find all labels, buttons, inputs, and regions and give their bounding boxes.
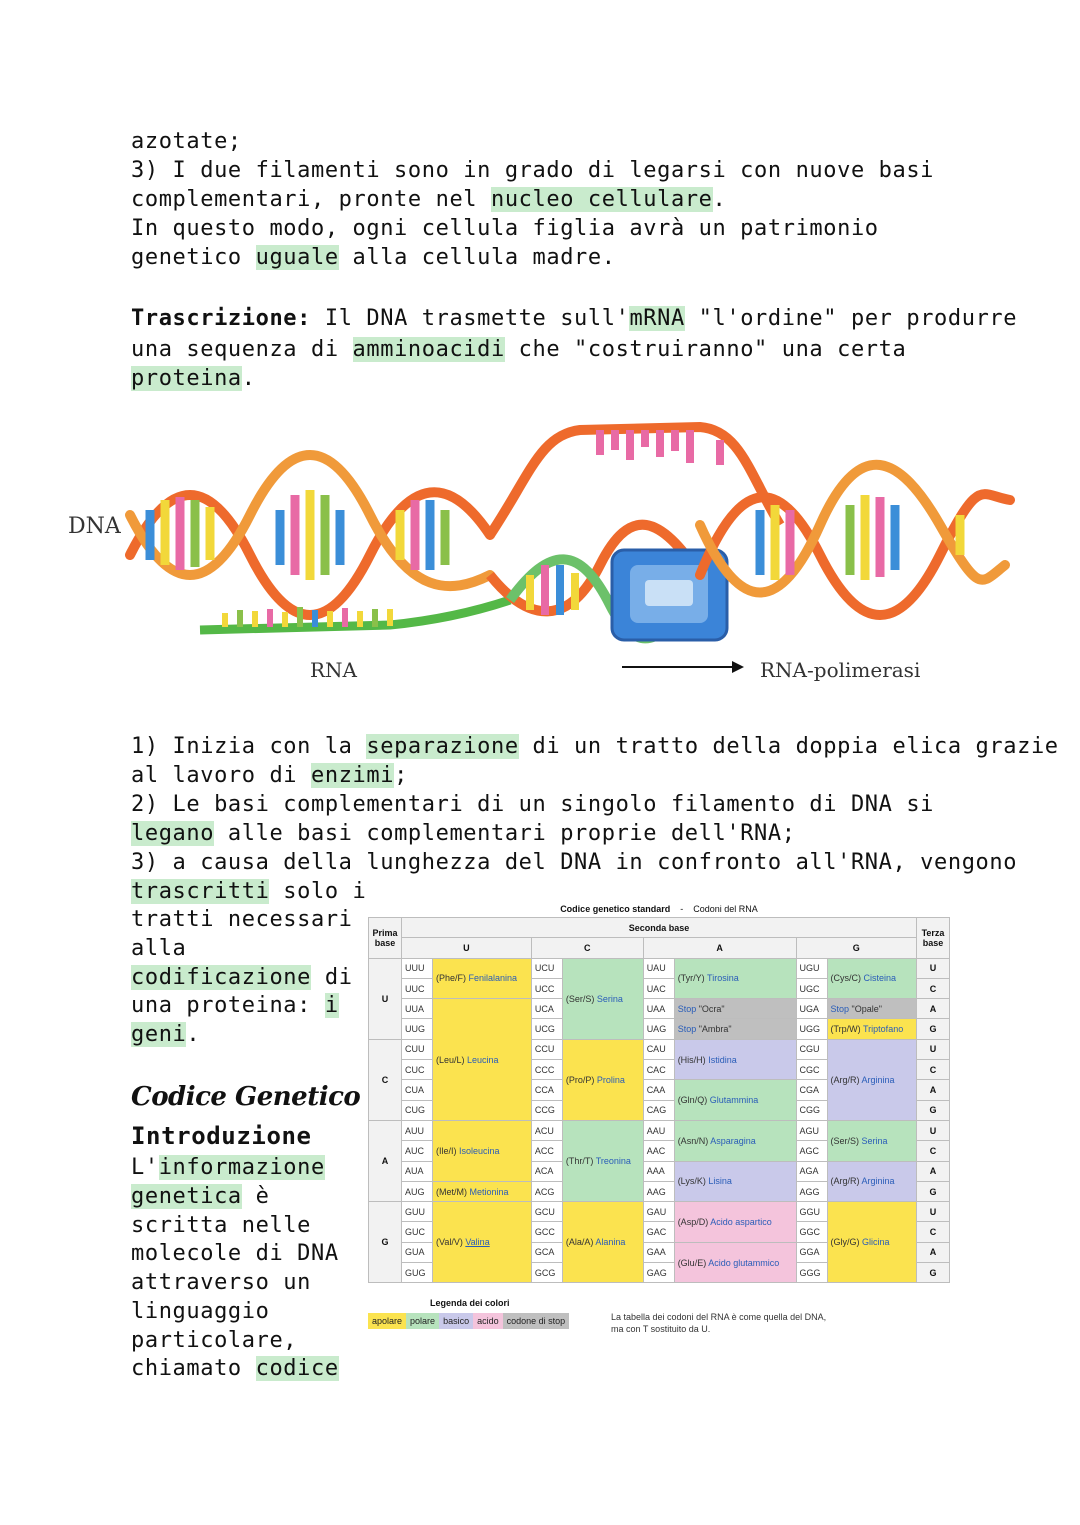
text-segment: Codoni del RNA — [693, 904, 758, 914]
text-segment: CCU — [531, 1039, 562, 1059]
dna-label: DNA — [68, 514, 121, 539]
text-segment: C — [917, 978, 950, 998]
text-segment: (Arg/R) — [830, 1074, 862, 1085]
text-segment: C — [531, 938, 643, 958]
text-segment: Serina — [596, 993, 623, 1004]
text-segment: ; — [394, 763, 408, 788]
upper-strand — [490, 427, 780, 535]
text-segment: Asparagina — [710, 1135, 756, 1146]
text-segment: (Lys/K) — [677, 1176, 709, 1187]
text-segment: una sequenza di — [131, 337, 353, 362]
text-segment: . — [241, 366, 256, 391]
text-segment: AAA — [643, 1161, 674, 1181]
text-segment: (Ser/S) — [565, 993, 597, 1004]
text-segment: G — [917, 1181, 950, 1201]
text-segment: mRNA — [629, 306, 685, 331]
text-segment: UUU — [402, 958, 433, 978]
text-segment: In questo modo, ogni cellula figlia avrà un patrimonio — [131, 216, 879, 241]
text-segment: (Thr/T) — [565, 1156, 596, 1167]
text-segment: GAA — [643, 1242, 674, 1262]
codice-line-8 — [131, 1355, 339, 1383]
text-segment: (Cys/C) — [830, 973, 864, 984]
text-segment: CGG — [796, 1100, 827, 1120]
text-segment: CCC — [531, 1060, 562, 1080]
text-segment: Valina — [465, 1237, 490, 1248]
step-line-10 — [131, 992, 339, 1020]
text-segment: CUA — [402, 1080, 433, 1100]
text-segment: proteina — [131, 366, 242, 391]
text-segment: alla — [131, 936, 187, 961]
text-segment: G — [917, 1019, 950, 1039]
text-segment: Metionina — [469, 1186, 509, 1197]
text-segment: AGU — [796, 1120, 827, 1140]
text-segment: U — [917, 1202, 950, 1222]
text-segment: legano — [131, 821, 215, 846]
text-segment: genetico — [131, 245, 256, 270]
text-segment: CAA — [643, 1080, 674, 1100]
text-segment: GUA — [402, 1242, 433, 1262]
text-segment: 2) Le basi complementari di un singolo filamento di DNA si — [131, 792, 935, 817]
text-segment: GUC — [402, 1222, 433, 1242]
text-segment: GCG — [531, 1263, 562, 1283]
text-segment: UUC — [402, 978, 433, 998]
text-segment: A — [917, 1080, 950, 1100]
text-segment: (Ile/I) — [436, 1145, 460, 1156]
text-segment: . — [712, 187, 727, 212]
text-segment: L' — [131, 1155, 159, 1180]
text-segment: GGA — [796, 1242, 827, 1262]
text-segment: GAC — [643, 1222, 674, 1242]
text-segment: separazione — [366, 734, 519, 759]
text-segment: U — [402, 938, 532, 958]
text-segment: AGC — [796, 1141, 827, 1161]
rna-strand — [200, 600, 510, 630]
text-segment: Glicina — [862, 1237, 890, 1248]
text-segment: polare — [406, 1313, 439, 1329]
intro-line-1 — [131, 128, 242, 156]
text-segment: 1) Inizia con la — [131, 734, 367, 759]
text-segment: amminoacidi — [352, 337, 505, 362]
text-segment: UGA — [796, 999, 827, 1019]
text-segment: UAG — [643, 1019, 674, 1039]
text-segment: A — [369, 1120, 402, 1201]
step-line-6 — [131, 878, 366, 906]
text-segment: ACC — [531, 1141, 562, 1161]
step-line-9 — [131, 964, 353, 992]
text-segment: ACG — [531, 1181, 562, 1201]
step-line-11 — [131, 1021, 200, 1049]
text-segment: GGG — [796, 1263, 827, 1283]
text-segment: Codice genetico standard — [560, 904, 671, 914]
text-segment: UCA — [531, 999, 562, 1019]
text-segment: è — [241, 1184, 270, 1209]
text-segment: AAC — [643, 1141, 674, 1161]
text-segment: CUU — [402, 1039, 433, 1059]
text-segment: AAG — [643, 1181, 674, 1201]
text-segment: Arginina — [861, 1074, 895, 1085]
text-segment: "Opale" — [849, 1003, 882, 1014]
terza-base-header: Terza base — [917, 918, 950, 959]
codice-line-7: particolare, — [131, 1328, 298, 1353]
text-segment: (Asp/D) — [677, 1216, 711, 1227]
text-segment: codone di stop — [503, 1313, 570, 1329]
text-segment: UCC — [531, 978, 562, 998]
text-segment: Isoleucina — [459, 1145, 500, 1156]
seconda-base-header: Seconda base — [402, 918, 917, 938]
text-segment: C — [917, 1060, 950, 1080]
text-segment: UCG — [531, 1019, 562, 1039]
text-segment: Glutammina — [709, 1095, 759, 1106]
trascrizione-line-3 — [131, 365, 256, 393]
text-segment: A — [917, 999, 950, 1019]
trascrizione-line-2 — [131, 336, 906, 364]
text-segment: G — [369, 1202, 402, 1283]
text-segment: - — [680, 904, 684, 914]
text-segment: Acido aspartico — [710, 1216, 772, 1227]
text-segment: UGC — [796, 978, 827, 998]
text-segment: Istidina — [708, 1054, 737, 1065]
polimerasi-label: RNA-polimerasi — [760, 658, 921, 682]
text-segment: C — [917, 1141, 950, 1161]
text-segment: Leucina — [467, 1054, 499, 1065]
text-segment: C — [369, 1039, 402, 1120]
text-segment: (Val/V) — [436, 1237, 466, 1248]
table-note — [611, 1311, 826, 1335]
text-segment: C — [917, 1222, 950, 1242]
text-segment: CGU — [796, 1039, 827, 1059]
text-segment: geni — [131, 1022, 187, 1047]
text-segment: AUU — [402, 1120, 433, 1140]
text-segment: UAA — [643, 999, 674, 1019]
codice-line-5: attraverso un — [131, 1270, 311, 1295]
text-segment: ACA — [531, 1161, 562, 1181]
text-segment: U — [917, 1120, 950, 1140]
text-segment: (Leu/L) — [436, 1054, 468, 1065]
text-segment: (Trp/W) — [830, 1024, 864, 1035]
text-segment: Alanina — [595, 1237, 626, 1248]
codon-table — [368, 904, 950, 1283]
step-line-8 — [131, 935, 186, 963]
text-segment: CUC — [402, 1060, 433, 1080]
text-segment: "Ambra" — [696, 1024, 732, 1035]
text-segment: tratti necessari — [131, 907, 353, 932]
text-segment: genetica — [131, 1184, 242, 1209]
text-segment: 3) I due filamenti sono in grado di legarsi con nuove basi — [131, 158, 935, 183]
text-segment: Prolina — [596, 1074, 625, 1085]
text-segment: U — [369, 958, 402, 1039]
text-segment: chiamato — [131, 1356, 256, 1381]
text-segment: Lisina — [708, 1176, 732, 1187]
text-segment: CAC — [643, 1060, 674, 1080]
text-segment: CCA — [531, 1080, 562, 1100]
text-segment: UGG — [796, 1019, 827, 1039]
text-segment: solo i — [269, 879, 367, 904]
highlight-uguale: uguale — [255, 245, 339, 270]
text-segment: A — [917, 1242, 950, 1262]
text-segment: Triptofano — [863, 1024, 904, 1035]
highlight-nucleo: nucleo cellulare — [490, 187, 713, 212]
text-segment: alla cellula madre. — [338, 245, 616, 270]
text-segment: GGU — [796, 1202, 827, 1222]
text-segment: La tabella dei codoni del RNA è come quella del DNA, — [611, 1312, 827, 1322]
text-segment: GAU — [643, 1202, 674, 1222]
text-segment: G — [796, 938, 916, 958]
text-segment: codificazione — [131, 965, 311, 990]
text-segment: (Met/M) — [436, 1186, 470, 1197]
text-segment: di — [311, 965, 353, 990]
text-segment: Acido glutammico — [708, 1257, 780, 1268]
rna-label: RNA — [310, 658, 358, 682]
step-line-7 — [131, 906, 353, 934]
codice-line-6: linguaggio — [131, 1299, 270, 1324]
text-segment: basico — [439, 1313, 473, 1329]
text-segment: informazione — [158, 1155, 325, 1180]
intro-line-2 — [131, 157, 934, 185]
text-segment: UGU — [796, 958, 827, 978]
dna-transcription-figure — [60, 415, 1020, 690]
text-segment: GCC — [531, 1222, 562, 1242]
text-segment: enzimi — [311, 763, 395, 788]
text-segment: . — [186, 1022, 201, 1047]
text-segment: G — [917, 1263, 950, 1283]
text-segment: di un tratto della doppia elica grazie — [518, 734, 1059, 759]
text-segment: codice — [255, 1356, 339, 1381]
text-segment: CGA — [796, 1080, 827, 1100]
text-segment: i — [324, 993, 339, 1018]
text-segment: "l'ordine" per produrre — [684, 306, 1018, 331]
text-segment: ma con T sostituito da U. — [611, 1324, 711, 1334]
text-segment: CAU — [643, 1039, 674, 1059]
text-segment: GUG — [402, 1263, 433, 1283]
text-segment: (Asn/N) — [677, 1135, 711, 1146]
trascrizione-line-1 — [131, 305, 1017, 333]
text-segment: una proteina: — [131, 993, 325, 1018]
text-segment: AAU — [643, 1120, 674, 1140]
codice-line-3: scritta nelle — [131, 1213, 311, 1238]
codice-heading: Codice Genetico — [131, 1082, 361, 1112]
text-segment: U — [917, 958, 950, 978]
text-segment: apolare — [368, 1313, 406, 1329]
text-segment: azotate; — [131, 129, 242, 154]
text-segment: AUG — [402, 1181, 433, 1201]
text-segment: UUG — [402, 1019, 433, 1039]
intro-line-5 — [131, 244, 616, 272]
text-segment: AUC — [402, 1141, 433, 1161]
text-segment: U — [917, 1039, 950, 1059]
text-segment: UAU — [643, 958, 674, 978]
text-segment: "Ocra" — [696, 1003, 725, 1014]
intro-line-3 — [131, 186, 726, 214]
codice-line-1 — [131, 1154, 325, 1182]
text-segment: (Gly/G) — [830, 1237, 863, 1248]
text-segment: Stop — [830, 1003, 850, 1014]
legend-title: Legenda dei colori — [430, 1298, 510, 1308]
text-segment: CAG — [643, 1100, 674, 1120]
step-line-2 — [131, 762, 408, 790]
text-segment: (Glu/E) — [677, 1257, 709, 1268]
text-segment: GUU — [402, 1202, 433, 1222]
step-line-4 — [131, 820, 796, 848]
codice-line-4: molecole di DNA — [131, 1241, 339, 1266]
text-segment: 3) a causa della lunghezza del DNA in confronto all'RNA, vengono — [131, 850, 1018, 875]
table-title — [368, 904, 950, 914]
text-segment: A — [643, 938, 796, 958]
text-segment: (His/H) — [677, 1054, 709, 1065]
text-segment: (Ala/A) — [565, 1237, 596, 1248]
text-segment: Il DNA trasmette sull' — [311, 306, 630, 331]
text-segment: ACU — [531, 1120, 562, 1140]
trascrizione-title: Trascrizione: — [131, 306, 311, 331]
codice-line-2 — [131, 1183, 269, 1211]
text-segment: (Ser/S) — [830, 1135, 862, 1146]
text-segment: che "costruiranno" una certa — [504, 337, 907, 362]
text-segment: GCU — [531, 1202, 562, 1222]
text-segment: A — [917, 1161, 950, 1181]
text-segment: Fenilalanina — [468, 973, 518, 984]
text-segment: Tirosina — [707, 973, 739, 984]
text-segment: GCA — [531, 1242, 562, 1262]
text-segment: AGA — [796, 1161, 827, 1181]
text-segment: AUA — [402, 1161, 433, 1181]
text-segment: (Gln/Q) — [677, 1095, 710, 1106]
prima-base-header: Prima base — [369, 918, 402, 959]
text-segment: Serina — [861, 1135, 888, 1146]
text-segment: GGC — [796, 1222, 827, 1242]
text-segment: G — [917, 1100, 950, 1120]
text-segment: CCG — [531, 1100, 562, 1120]
text-segment: GAG — [643, 1263, 674, 1283]
text-segment: alle basi complementari proprie dell'RNA; — [214, 821, 796, 846]
text-segment: UAC — [643, 978, 674, 998]
text-segment: Stop — [677, 1003, 697, 1014]
text-segment: (Phe/F) — [436, 973, 469, 984]
text-segment: AGG — [796, 1181, 827, 1201]
text-segment: UUA — [402, 999, 433, 1019]
text-segment: (Tyr/Y) — [677, 973, 708, 984]
text-segment: acido — [473, 1313, 503, 1329]
text-segment: Arginina — [861, 1176, 895, 1187]
color-legend — [368, 1313, 569, 1329]
text-segment: Cisteina — [863, 973, 897, 984]
text-segment: CUG — [402, 1100, 433, 1120]
codice-subheading: Introduzione — [131, 1122, 312, 1150]
text-segment: (Arg/R) — [830, 1176, 862, 1187]
text-segment: al lavoro di — [131, 763, 311, 788]
intro-line-4 — [131, 215, 879, 243]
text-segment: Stop — [677, 1024, 697, 1035]
step-line-1 — [131, 733, 1059, 761]
text-segment: CGC — [796, 1060, 827, 1080]
text-segment: (Pro/P) — [565, 1074, 597, 1085]
step-line-5 — [131, 849, 1017, 877]
text-segment: UCU — [531, 958, 562, 978]
upper-strand-bases — [600, 430, 720, 465]
text-segment: Treonina — [595, 1156, 631, 1167]
step-line-3 — [131, 791, 934, 819]
text-segment: trascritti — [131, 879, 270, 904]
text-segment: complementari, pronte nel — [131, 187, 491, 212]
